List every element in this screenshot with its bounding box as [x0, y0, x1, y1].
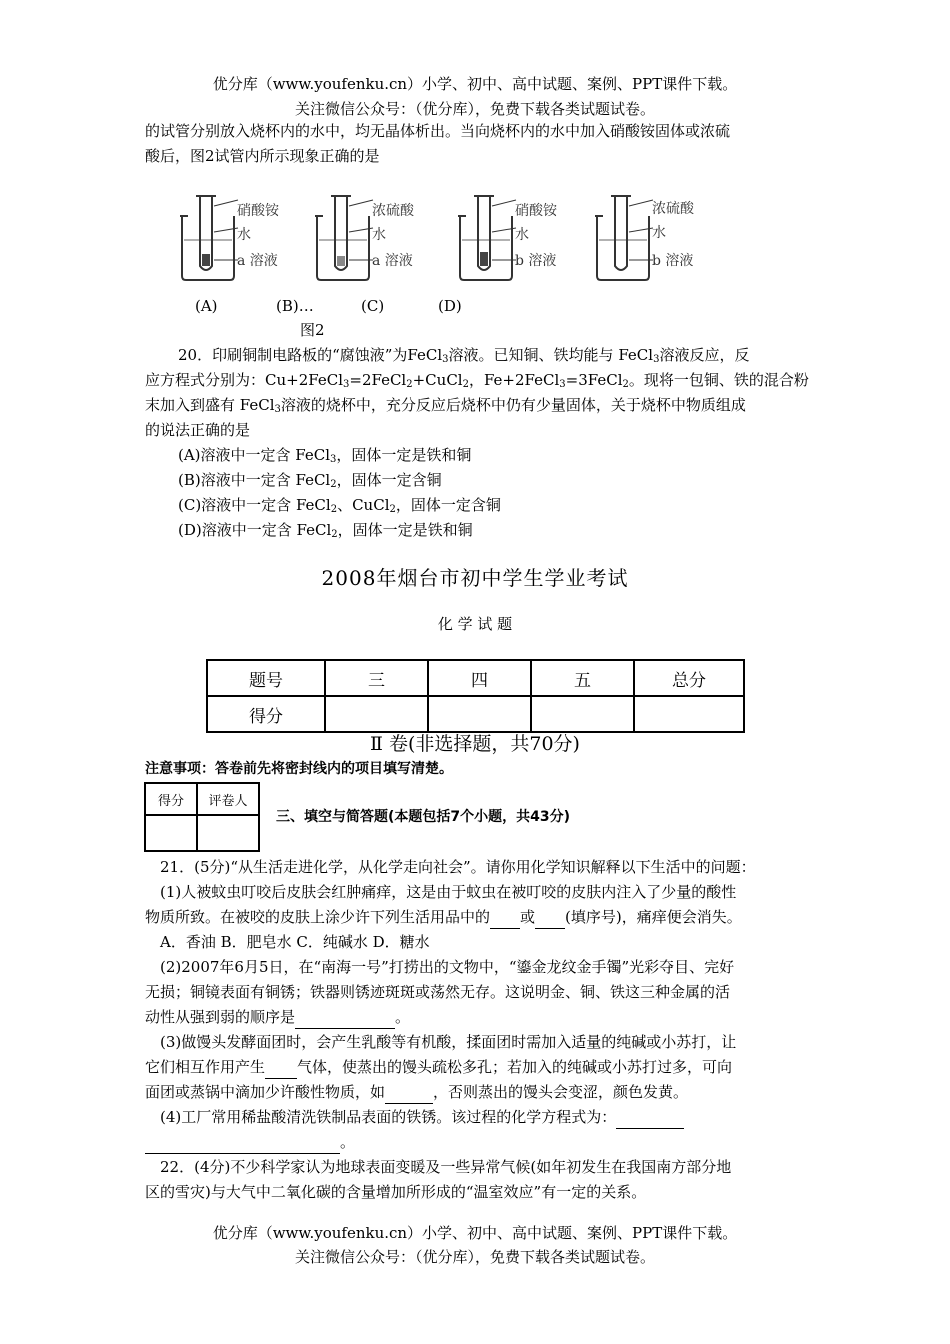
fig-c-water: 水 — [515, 227, 529, 243]
answer-blank-2[interactable] — [295, 1006, 395, 1029]
answer-blank-1b[interactable] — [535, 906, 565, 929]
q21-p4-line-1: (4)工厂常用稀盐酸清洗铁制品表面的铁锈。该过程的化学方程式为： — [160, 1106, 684, 1129]
fig-a-water: 水 — [237, 227, 251, 243]
fig-d-water: 水 — [652, 225, 666, 241]
q21-p2-line-1: (2)2007年6月5日，在“南海一号”打捞出的文物中，“鎏金龙纹金手镯”光彩夺目、完好 — [160, 958, 735, 976]
fig-b-water: 水 — [372, 227, 386, 243]
volume-heading: Ⅱ 卷(非选择题，共70分) — [370, 733, 580, 755]
q19-cont-1: 的试管分别放入烧杯内的水中，均无晶体析出。当向烧杯内的水中加入硝酸铵固体或浓硫 — [145, 122, 731, 140]
grader-score-cell[interactable] — [145, 815, 197, 851]
fig-c-reagent: 硝酸铵 — [515, 203, 557, 219]
fig-c-solution: b 溶液 — [515, 253, 557, 269]
score-col-total: 总分 — [634, 660, 744, 696]
q20-option-a: (A)溶液中一定含 FeCl$_3$，固体一定是铁和铜 — [178, 446, 472, 465]
footer-line-2: 关注微信公众号：（优分库），免费下载各类试题试卷。 — [294, 1248, 655, 1266]
q20-option-d: (D)溶液中一定含 FeCl$_2$，固体一定是铁和铜 — [178, 521, 473, 540]
fig-option-d: (D) — [438, 297, 462, 315]
q21-p1-line-2: 物质所致。在被咬的皮肤上涂少许下列生活用品中的 或 (填序号)，痛痒便会消失。 — [145, 906, 742, 929]
q21-p3-line-3: 面团或蒸锅中滴加少许酸性物质，如 ，否则蒸出的馒头会变涩，颜色发黄。 — [145, 1081, 688, 1104]
footer-line-1: 优分库（www.youfenku.cn）小学、初中、高中试题、案例、PPT课件下载。 — [212, 1224, 738, 1242]
answer-blank-1a[interactable] — [490, 906, 520, 929]
score-table — [206, 659, 745, 733]
fig-option-a: (A) — [195, 297, 218, 315]
fig-a-reagent: 硝酸铵 — [237, 203, 279, 219]
answer-blank-3b[interactable] — [385, 1081, 433, 1104]
score-cell-3[interactable] — [325, 696, 428, 732]
q21-p2-line-2: 无损；铜镜表面有铜锈；铁器则锈迹斑斑或荡然无存。这说明金、铜、铁这三种金属的活 — [145, 983, 731, 1001]
q22-line-1: 22．(4分)不少科学家认为地球表面变暖及一些异常气候(如年初发生在我国南方部分地 — [160, 1158, 732, 1176]
answer-blank-4b[interactable] — [145, 1131, 340, 1154]
q20-line-4: 的说法正确的是 — [145, 421, 251, 439]
grader-header-row — [145, 783, 259, 815]
q21-p1-line-1: (1)人被蚊虫叮咬后皮肤会红肿痛痒，这是由于蚊虫在被叮咬的皮肤内注入了少量的酸性 — [160, 883, 737, 901]
beaker-c — [458, 196, 516, 280]
grader-table — [144, 782, 260, 852]
fig-a-solution: a 溶液 — [237, 253, 278, 269]
q19-cont-2: 酸后，图2试管内所示现象正确的是 — [145, 147, 380, 165]
score-cell-5[interactable] — [531, 696, 634, 732]
fig-option-b: (B)… — [276, 297, 314, 315]
q21-intro: 21．(5分)“从生活走进化学，从化学走向社会”。请你用化学知识解释以下生活中的问题： — [160, 858, 756, 876]
fig-option-c: (C) — [361, 297, 385, 315]
grader-name-cell[interactable] — [197, 815, 259, 851]
grader-score-label: 得分 — [145, 783, 197, 815]
q21-p4-line-2: 。 — [145, 1131, 355, 1154]
fig-caption: 图2 — [300, 321, 325, 339]
score-col-label: 题号 — [207, 660, 325, 696]
q20-option-b: (B)溶液中一定含 FeCl$_2$，固体一定含铜 — [178, 471, 442, 490]
beaker-a — [180, 196, 238, 280]
answer-blank-3a[interactable] — [265, 1056, 297, 1079]
q21-p3-line-2: 它们相互作用产生 气体，使蒸出的馒头疏松多孔；若加入的纯碱或小苏打过多，可向 — [145, 1056, 732, 1079]
notice: 注意事项：答卷前先将密封线内的项目填写清楚。 — [145, 761, 453, 777]
beaker-b — [315, 196, 373, 280]
grader-input-row — [145, 815, 259, 851]
score-col-3: 三 — [325, 660, 428, 696]
fig-d-solution: b 溶液 — [652, 253, 694, 269]
q21-p2-line-3: 动性从强到弱的顺序是 。 — [145, 1006, 410, 1029]
score-cell-4[interactable] — [428, 696, 531, 732]
q20-line-2: 应方程式分别为：Cu+2FeCl$_3$=2FeCl$_2$+CuCl$_2$，Fe+2FeCl$_3$=3FeCl$_2$。现将一包铜、铁的混合粉 — [145, 371, 809, 390]
score-table-header-row — [207, 660, 744, 696]
exam-subtitle: 化 学 试 题 — [437, 615, 513, 633]
q20-option-c: (C)溶液中一定含 FeCl$_2$、CuCl$_2$，固体一定含铜 — [178, 496, 501, 515]
score-col-4: 四 — [428, 660, 531, 696]
q20-line-1: 20．印刷铜制电路板的“腐蚀液”为FeCl$_3$溶液。已知铜、铁均能与 FeCl$_3$溶液反应，反 — [178, 346, 750, 365]
score-cell-total[interactable] — [634, 696, 744, 732]
score-table-score-row — [207, 696, 744, 732]
score-col-5: 五 — [531, 660, 634, 696]
q21-p1-choices: A．香油 B．肥皂水 C．纯碱水 D．糖水 — [160, 933, 430, 951]
section-heading: 三、填空与简答题(本题包括7个小题，共43分) — [276, 809, 571, 825]
header-line-2: 关注微信公众号：（优分库），免费下载各类试题试卷。 — [294, 100, 655, 118]
fig-d-reagent: 浓硫酸 — [652, 201, 694, 217]
fig-b-solution: a 溶液 — [372, 253, 413, 269]
fig-b-reagent: 浓硫酸 — [372, 203, 414, 219]
header-line-1: 优分库（www.youfenku.cn）小学、初中、高中试题、案例、PPT课件下载。 — [212, 75, 738, 93]
answer-blank-4a[interactable] — [616, 1106, 684, 1129]
q22-line-2: 区的雪灾)与大气中二氧化碳的含量增加所形成的“温室效应”有一定的关系。 — [145, 1183, 647, 1201]
score-row-label: 得分 — [207, 696, 325, 732]
beaker-d — [595, 196, 653, 280]
exam-title: 2008年烟台市初中学生学业考试 — [321, 566, 629, 590]
q20-line-3: 末加入到盛有 FeCl$_3$溶液的烧杯中，充分反应后烧杯中仍有少量固体，关于烧杯中物质组成 — [145, 396, 746, 415]
q21-p3-line-1: (3)做馒头发酵面团时，会产生乳酸等有机酸，揉面团时需加入适量的纯碱或小苏打，让 — [160, 1033, 737, 1051]
grader-name-label: 评卷人 — [197, 783, 259, 815]
